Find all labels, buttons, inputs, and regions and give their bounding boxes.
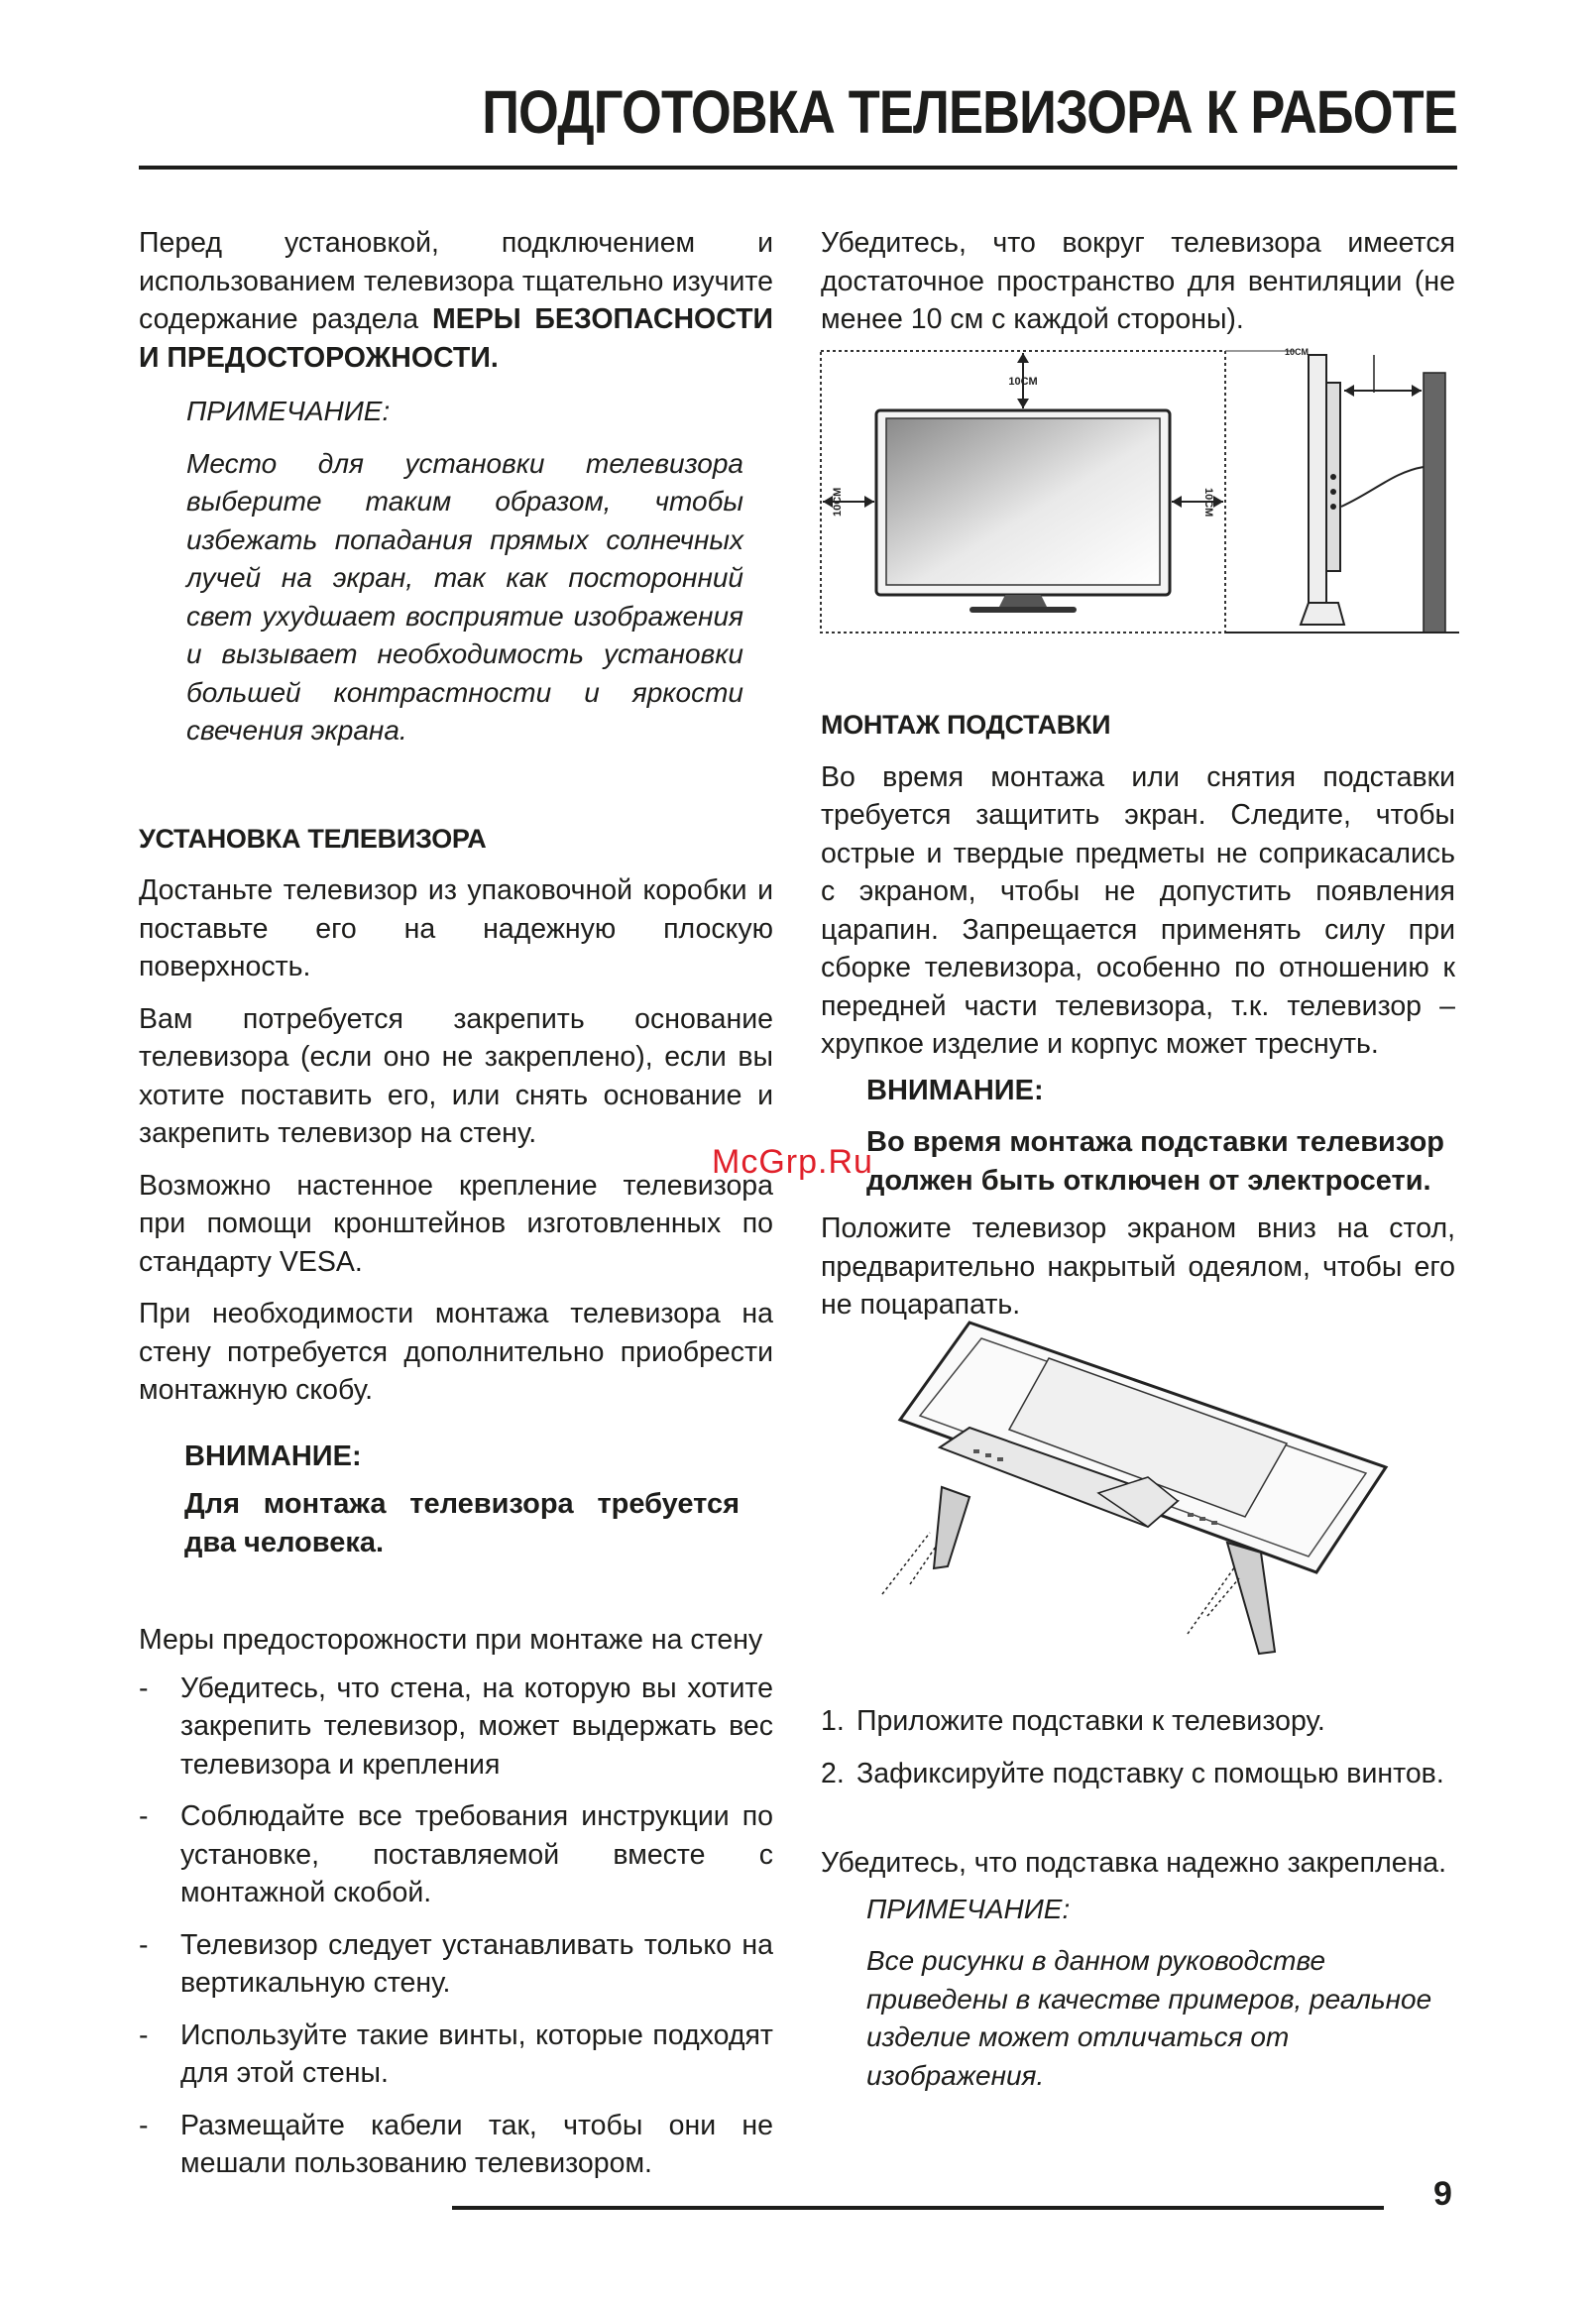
note-block-right <box>821 1891 1455 2096</box>
right-clearance-label: 10CM <box>1202 488 1214 518</box>
list-item-text: Убедитесь, что стена, на которую вы хотите закрепить телевизор, может выдержать вес телевизора и крепления <box>180 1671 773 1781</box>
place-paragraph: Положите телевизор экраном вниз на стол, предварительно накрытый одеялом, чтобы его не поцарапать. <box>821 1212 1455 1321</box>
note-label: ПРИМЕЧАНИЕ: <box>186 396 391 426</box>
footer-rule <box>452 2206 1384 2210</box>
intro-text: Перед установкой, подключением и использованием телевизора тщательно изучите содержание раздела <box>139 227 773 335</box>
step-number: 2. <box>821 1757 845 1789</box>
note-text: Место для установки телевизора выберите таким образом, чтобы избежать попадания прямых солнечных лучей на экран, так как посторонний свет ухудшает восприятие изображения и вызывает необходимость установки большей контрастности и яркости свечения экрана. <box>186 447 743 746</box>
tv-stand-neck <box>999 595 1047 607</box>
intro-paragraph <box>139 224 773 377</box>
list-dash: - <box>139 1800 149 1832</box>
left-column <box>139 224 773 2183</box>
note-label: ПРИМЕЧАНИЕ: <box>866 1893 1071 1924</box>
warning-block-left <box>139 1438 740 1562</box>
steps-block <box>821 1702 1455 2095</box>
top-clearance-label: 10CM <box>1008 376 1038 388</box>
tv-side-stand <box>1301 603 1344 625</box>
screw-icon <box>882 1533 1239 1634</box>
tv-stand-base <box>969 607 1077 613</box>
left-arrow-icon <box>823 496 874 508</box>
step-number: 1. <box>821 1705 845 1737</box>
ventilation-diagram <box>819 343 1459 640</box>
install-paragraph-1: Достаньте телевизор из упаковочной коробки и поставьте его на надежную плоскую поверхность. <box>139 874 773 982</box>
list-item <box>139 1670 773 1785</box>
note-text: Все рисунки в данном руководстве приведены в качестве примеров, реальное изделие может отличаться от изображения. <box>866 1945 1432 2091</box>
list-item <box>139 1926 773 2003</box>
intro-bold-ref: МЕРЫ БЕЗОПАСНОСТИ И ПРЕДОСТОРОЖНОСТИ. <box>139 303 773 374</box>
precautions-list <box>139 1670 773 2183</box>
tv-screen <box>886 418 1160 585</box>
list-item <box>139 2107 773 2183</box>
right-column <box>821 224 1455 339</box>
list-dash: - <box>139 2018 149 2051</box>
watermark: McGrp.Ru <box>712 1143 873 1181</box>
install-paragraph-2: Вам потребуется закрепить основание телевизора (если оно не закреплено), если вы хотите поставить его, или снять основание и закрепить телевизор на стену. <box>139 1002 773 1149</box>
warning-text: Во время монтажа подставки телевизор должен быть отключен от электросети. <box>866 1126 1445 1197</box>
right-arrow-icon <box>1172 496 1223 508</box>
tv-side-body <box>1309 355 1326 603</box>
title-rule <box>139 166 1457 170</box>
ventilation-paragraph: Убедитесь, что вокруг телевизора имеется достаточное пространство для вентиляции (не менее 10 см с каждой стороны). <box>821 227 1455 335</box>
list-dash: - <box>139 1671 149 1704</box>
list-dash: - <box>139 2109 149 2141</box>
step-item <box>821 1702 1455 1741</box>
warning-label: ВНИМАНИЕ: <box>866 1074 1044 1106</box>
list-item-text: Размещайте кабели так, чтобы они не мешали пользованию телевизором. <box>180 2109 773 2179</box>
warning-block-right <box>821 1072 1455 1201</box>
warning-label: ВНИМАНИЕ: <box>184 1440 362 1472</box>
stand-assembly-illustration <box>851 1319 1392 1693</box>
step-text: Зафиксируйте подставку с помощью винтов. <box>856 1757 1444 1789</box>
side-clearance-label: 10CM <box>1285 347 1310 357</box>
list-dash: - <box>139 1928 149 1961</box>
left-clearance-label: 10CM <box>832 487 844 517</box>
install-paragraph-3: Возможно настенное крепление телевизора при помощи кронштейнов изготовленных по стандарту VESA. <box>139 1169 773 1278</box>
precautions-title: Меры предосторожности при монтаже на стену <box>139 1624 763 1656</box>
list-item-text: Соблюдайте все требования инструкции по установке, поставляемой вместе с монтажной скобой. <box>180 1800 773 1908</box>
left-stand-leg <box>934 1487 969 1568</box>
side-gap-arrow-icon <box>1344 385 1422 397</box>
wall <box>1424 373 1445 633</box>
note-block <box>139 393 743 750</box>
list-item <box>139 1797 773 1912</box>
list-item-text: Телевизор следует устанавливать только на вертикальную стену. <box>180 1928 773 1999</box>
list-item-text: Используйте такие винты, которые подходят для этой стены. <box>180 2018 773 2089</box>
power-cable <box>1341 467 1424 507</box>
right-stand-leg <box>1227 1543 1275 1654</box>
page-title: ПОДГОТОВКА ТЕЛЕВИЗОРА К РАБОТЕ <box>482 78 1457 146</box>
section-heading-install: УСТАНОВКА ТЕЛЕВИЗОРА <box>139 823 487 854</box>
check-paragraph: Убедитесь, что подставка надежно закреплена. <box>821 1847 1447 1879</box>
section-heading-stand: МОНТАЖ ПОДСТАВКИ <box>821 710 1111 740</box>
right-column-lower <box>821 706 1455 1325</box>
stand-paragraph: Во время монтажа или снятия подставки требуется защитить экран. Следите, чтобы острые и твердые предметы не соприкасались с экраном, чтобы не допустить появления царапин. Запрещается применять силу при сборке телевизора, особенно по отношению к передней части телевизора, т.к. телевизор – хрупкое изделие и корпус может треснуть. <box>821 760 1455 1060</box>
step-text: Приложите подставки к телевизору. <box>856 1705 1325 1737</box>
warning-text: Для монтажа телевизора требуется два человека. <box>184 1488 740 1558</box>
page-number: 9 <box>1433 2175 1452 2213</box>
install-paragraph-4: При необходимости монтажа телевизора на стену потребуется дополнительно приобрести монтажную скобу. <box>139 1298 773 1406</box>
step-item <box>821 1755 1455 1793</box>
list-item <box>139 2016 773 2093</box>
